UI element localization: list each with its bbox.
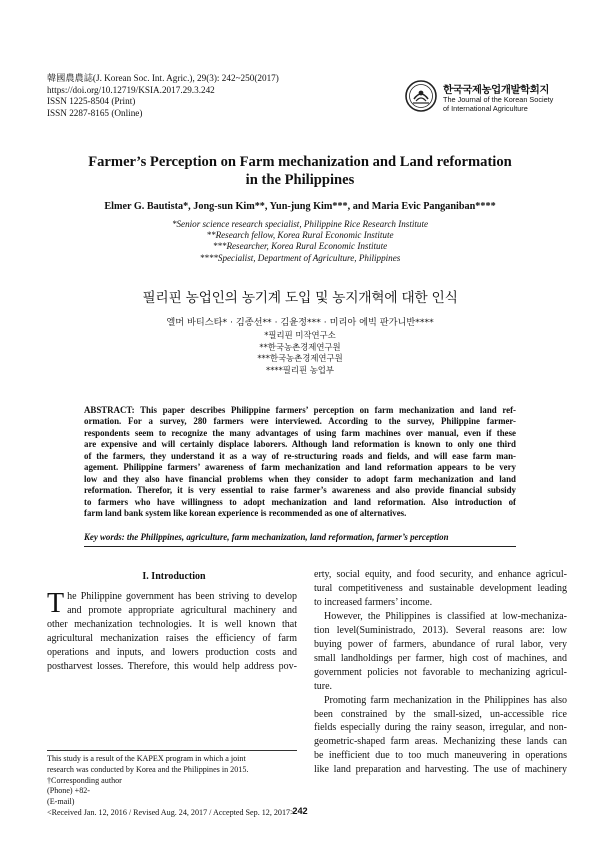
body-line: tion level(Suministrado, 2013). Several reasons are: low: [314, 624, 567, 636]
body-line: he Philippine government has been striving to develop: [67, 591, 297, 602]
body-line: However, the Philippines is classified at low-mechaniza-: [324, 610, 567, 622]
abstract-line: ormation. For a survey, 280 farmers were interviewed. According to the survey, Philippine farmer-: [84, 416, 516, 427]
body-line: government policies not favorable to mechanizing agricul-: [314, 666, 567, 678]
affiliation-item-korean: ***한국농촌경제연구원: [257, 353, 343, 364]
keywords: Key words: the Philippines, agriculture, farm mechanization, land reformation, farmer’s perception: [84, 532, 449, 542]
body-line: be inefficient due to too much maneuvering in operations: [314, 750, 567, 762]
society-emblem-icon: [405, 80, 437, 112]
article-title-korean: 필리핀 농업인의 농기계 도입 및 농지개혁에 대한 인식: [142, 290, 458, 306]
footnote-line: <Received Jan. 12, 2016 / Revised Aug. 24, 2017 / Accepted Sep. 12, 2017>: [47, 807, 295, 817]
body-column-left: [47, 590, 297, 674]
body-line: and promote appropriate agricultural machinery and: [67, 604, 297, 616]
body-line: ture.: [314, 680, 333, 692]
abstract-line: ABSTRACT: This paper describes Philippine farmers’ perception on farm mechanization and land ref-: [84, 405, 516, 415]
issn-online: ISSN 2287-8165 (Online): [47, 107, 143, 118]
abstract-line: low and they also have financial problems when they consider to adopt farm mechanization and land: [84, 473, 516, 484]
abstract-line: are expensive and will certainly displace laborers. Although land reformation is known to only one third: [84, 439, 516, 450]
body-line: like land preparation and harvesting. The use of machinery: [314, 764, 567, 776]
doi-link[interactable]: https://doi.org/10.12719/KSIA.2017.29.3.242: [47, 84, 215, 95]
society-logo: [405, 80, 565, 114]
body-line: to increased farmers’ income.: [314, 596, 433, 608]
footnote-line: This study is a result of the KAPEX program in which a joint: [47, 754, 246, 763]
footnote-line: †Corresponding author: [47, 775, 122, 785]
footnote-line: (Phone) +82-: [47, 786, 91, 796]
affiliation-list: [40, 219, 560, 264]
section-divider: [84, 546, 516, 547]
body-line: been constrained by the small-sized, un-accessible rice: [314, 708, 567, 720]
affiliation-item: **Research fellow, Korea Rural Economic Institute: [206, 230, 394, 241]
body-line: buying power of farmers, abundance of rural labor, very: [314, 638, 567, 650]
abstract-line: farm land bank system like korean experience is recommended as one of alternatives.: [84, 508, 407, 519]
author-list: Elmer G. Bautista*, Jong-sun Kim**, Yun-jung Kim***, and Maria Evic Panganiban****: [104, 201, 496, 212]
footnote-divider: [47, 750, 297, 751]
journal-header: [47, 73, 279, 119]
affiliation-item-korean: ****필리핀 농업부: [266, 364, 334, 375]
body-line: tural competitiveness and sustainable development leading: [314, 582, 567, 594]
issn-print: ISSN 1225-8504 (Print): [47, 96, 136, 107]
society-name-ko: 한국국제농업개발학회지: [443, 84, 550, 96]
journal-citation: 韓國農農誌(J. Korean Soc. Int. Agric.), 29(3): 242~250(2017): [47, 73, 279, 83]
society-name-en: The Journal of the Korean Society of International Agriculture: [443, 95, 554, 113]
abstract-line: reformation. Therefor, it is very essential to raise farmer’s awareness and also provide financial subsidy: [84, 485, 516, 496]
affiliation-item: *Senior science research specialist, Philippine Rice Research Institute: [171, 219, 429, 229]
affiliation-item: ***Researcher, Korea Rural Economic Institute: [212, 241, 388, 252]
abstract-line: respondents seem to recognize the many advantages of using farm machines over manual, even if these: [84, 427, 516, 438]
body-line: operations and inputs, and lowers production costs and: [47, 646, 297, 658]
body-column-right: [314, 568, 567, 777]
abstract-line: to farmers who have willingness to adopt mechanization and land reformation. Also introduction of: [84, 496, 516, 507]
affiliation-item-korean: **한국농촌경제연구원: [259, 341, 341, 352]
body-line: fields especially during the rainy season, irregular, and non-: [314, 722, 567, 734]
page-number: 242: [292, 806, 308, 816]
body-line: agricultural mechanization raises the efficiency of farm: [47, 632, 297, 644]
abstract-line: of the farmers, they understand it as a way of re-structuring roads and fields, and will ease farm man-: [84, 450, 516, 461]
affiliation-item: ****Specialist, Department of Agriculture, Philippines: [199, 252, 401, 263]
article-title: Farmer’s Perception on Farm mechanization and Land reformation in the Philippines: [88, 154, 512, 188]
drop-cap: T: [47, 588, 65, 619]
abstract: [84, 405, 516, 520]
affiliation-list-korean: [40, 330, 560, 376]
footnote-line: research was conducted by Korea and the Philippines in 2015.: [47, 764, 249, 774]
body-line: other mechanization technologies. It is well known that: [47, 618, 297, 630]
footnote-line: (E-mail): [47, 797, 75, 807]
author-list-korean: 엘머 바티스타* · 김종선** · 김윤정*** · 미리아 에빅 판가니반****: [166, 317, 434, 328]
body-line: geometric-shaped farm areas. Mechanizing these lands can: [314, 736, 567, 748]
body-line: Promoting farm mechanization in the Philippines has also: [324, 694, 567, 706]
section-heading: I. Introduction: [142, 571, 206, 582]
body-line: erty, social equity, and food security, and enhance agricul-: [314, 569, 567, 580]
affiliation-item-korean: *필리핀 미작연구소: [264, 330, 336, 340]
body-line: small landholdings per farmer, high cost of machines, and: [314, 652, 567, 664]
abstract-line: agement. Philippine farmers’ awareness of farm mechanization and land reformation appears to be very: [84, 462, 516, 473]
body-line: postharvest losses. Therefore, this would help address pov-: [47, 660, 297, 672]
